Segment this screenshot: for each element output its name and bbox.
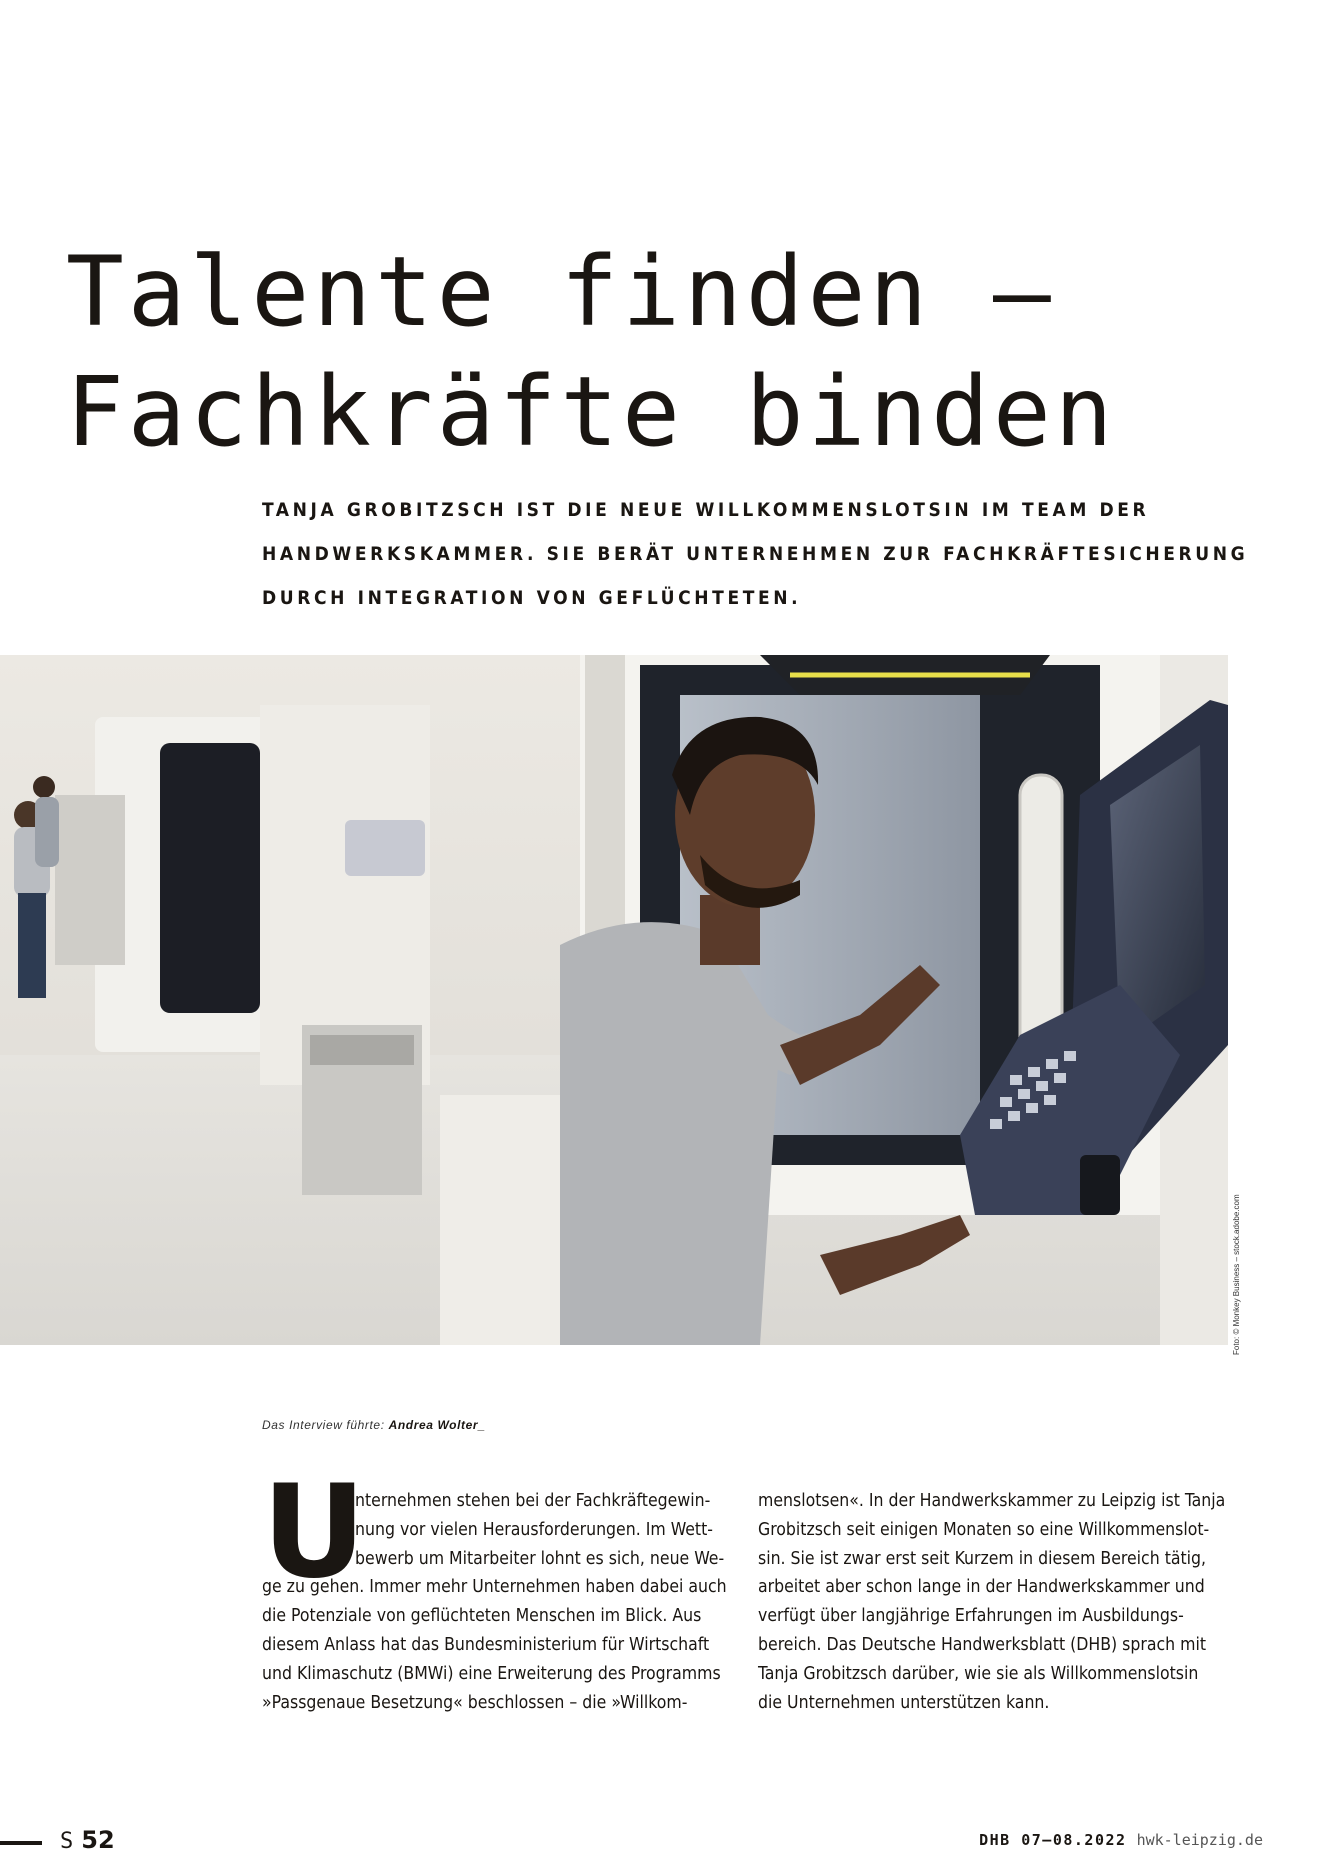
cnc-workshop-photo	[0, 655, 1228, 1345]
body-line: diesem Anlass hat das Bundesministerium für Wirtschaft	[262, 1634, 710, 1655]
title-line-2: Fachkräfte binden	[66, 356, 1117, 468]
page-prefix: S	[60, 1829, 74, 1854]
article-lead	[262, 488, 1262, 620]
body-line: menslotsen«. In der Handwerkskammer zu Leipzig ist Tanja	[758, 1491, 1226, 1511]
body-line: nung vor vielen Herausforderungen. Im Wett-	[355, 1519, 713, 1540]
byline	[262, 1418, 485, 1432]
body-line: ge zu gehen. Immer mehr Unternehmen haben dabei auch	[262, 1577, 727, 1598]
body-line: verfügt über langjährige Erfahrungen im Ausbildungs-	[758, 1606, 1184, 1627]
body-line: bewerb um Mitarbeiter lohnt es sich, neue We-	[355, 1548, 725, 1569]
lead-line-3: DURCH INTEGRATION VON GEFLÜCHTETEN.	[262, 587, 802, 609]
byline-author: Andrea Wolter_	[388, 1418, 486, 1432]
byline-prefix: Das Interview führte:	[262, 1418, 385, 1432]
body-line: sin. Sie ist zwar erst seit Kurzem in diesem Bereich tätig,	[758, 1548, 1207, 1569]
issue-info	[979, 1831, 1263, 1849]
article-title	[66, 232, 1306, 472]
photo-credit: Foto: © Monkey Business – stock.adobe.com	[1232, 1194, 1241, 1355]
title-line-1: Talente finden –	[66, 236, 1055, 348]
body-line: die Potenziale von geflüchteten Menschen im Blick. Aus	[262, 1606, 702, 1627]
lead-line-2: HANDWERKSKAMMER. SIE BERÄT UNTERNEHMEN ZUR FACHKRÄFTESICHERUNG	[262, 543, 1249, 565]
body-line: Grobitzsch seit einigen Monaten so eine Willkommenslot-	[758, 1519, 1210, 1540]
body-line: arbeitet aber schon lange in der Handwerkskammer und	[758, 1577, 1205, 1598]
footer-rule	[0, 1841, 42, 1845]
article-photo	[0, 655, 1228, 1345]
lead-line-1: TANJA GROBITZSCH IST DIE NEUE WILLKOMMENSLOTSIN IM TEAM DER	[262, 499, 1150, 521]
body-line: und Klimaschutz (BMWi) eine Erweiterung des Programms	[262, 1663, 721, 1684]
body-column-1	[262, 1487, 730, 1717]
body-line: bereich. Das Deutsche Handwerksblatt (DHB) sprach mit	[758, 1634, 1207, 1655]
body-line: nternehmen stehen bei der Fachkräftegewin-	[355, 1491, 711, 1511]
issue-label: DHB 07–08.2022	[979, 1831, 1127, 1849]
body-line: Tanja Grobitzsch darüber, wie sie als Willkommenslotsin	[758, 1663, 1199, 1684]
page-folio	[60, 1826, 115, 1854]
body-column-2	[758, 1487, 1226, 1717]
page-number: 52	[81, 1826, 115, 1854]
body-line: die Unternehmen unterstützen kann.	[758, 1692, 1050, 1713]
website-url: hwk-leipzig.de	[1136, 1831, 1263, 1849]
drop-cap: U	[262, 1458, 366, 1607]
body-line: »Passgenaue Besetzung« beschlossen – die »Willkom-	[262, 1692, 688, 1713]
